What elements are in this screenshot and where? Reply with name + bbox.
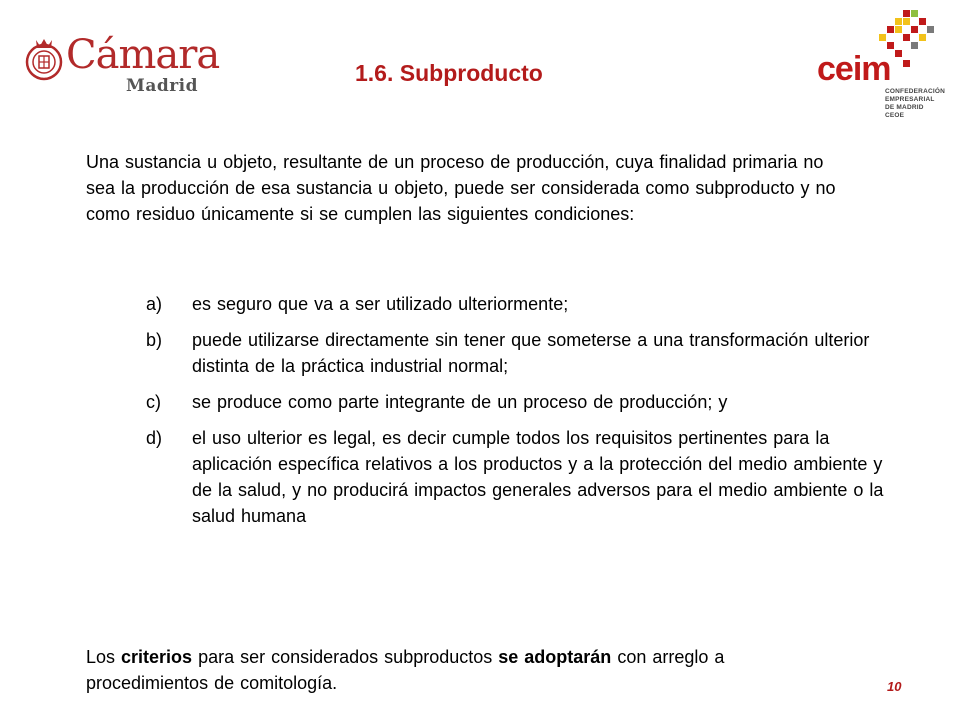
camara-seal-icon — [22, 34, 66, 88]
ceim-wordmark: ceim — [817, 50, 891, 88]
ceim-line: CONFEDERACIÓN — [885, 88, 946, 95]
list-item-letter: a) — [146, 294, 163, 314]
list-item — [146, 389, 906, 415]
closing-bold-adoptaran: se adoptarán — [498, 647, 612, 667]
list-item-text: es seguro que va a ser utilizado ulteriormente; — [192, 294, 569, 314]
list-item — [146, 327, 906, 379]
closing-text: para ser considerados subproductos — [192, 647, 499, 667]
camara-madrid-logo — [22, 32, 220, 100]
list-item-letter: d) — [146, 428, 163, 448]
closing-paragraph — [86, 644, 846, 696]
list-item-text: puede utilizarse directamente sin tener que someterse a una transformación ulterior distinta de la práctica industrial normal; — [192, 330, 870, 376]
conditions-list — [146, 291, 906, 539]
list-item-text: se produce como parte integrante de un proceso de producción; y — [192, 392, 728, 412]
ceim-logo — [815, 8, 955, 130]
list-item — [146, 291, 906, 317]
list-item — [146, 425, 906, 529]
ceim-line: DE MADRID — [885, 104, 924, 111]
list-item-letter: c) — [146, 392, 161, 412]
page-number: 10 — [887, 679, 902, 694]
ceim-line: CEOE — [885, 112, 905, 119]
camara-city: Madrid — [126, 76, 199, 96]
page-title: 1.6. Subproducto — [355, 60, 543, 86]
intro-paragraph: Una sustancia u objeto, resultante de un proceso de producción, cuya finalidad primaria no sea la producción de esa sustancia u objeto, puede ser considerada como subproducto y no como residuo únicamente si se cumplen las siguientes condiciones: — [86, 152, 836, 224]
ceim-subtitle — [885, 88, 945, 120]
closing-bold-criterios: criterios — [121, 647, 193, 667]
camara-wordmark: Cámara — [66, 32, 220, 78]
list-item-letter: b) — [146, 330, 163, 350]
closing-text: con arreglo a procedimientos de comitología. — [86, 647, 725, 693]
list-item-text: el uso ulterior es legal, es decir cumple todos los requisitos pertinentes para la aplicación específica relativos a los productos y a la protección del medio ambiente y de la salud, y no producirá impactos generales adversos para el medio ambiente o la salud humana — [192, 428, 884, 526]
ceim-line: EMPRESARIAL — [885, 96, 935, 103]
closing-text: Los — [86, 647, 122, 667]
